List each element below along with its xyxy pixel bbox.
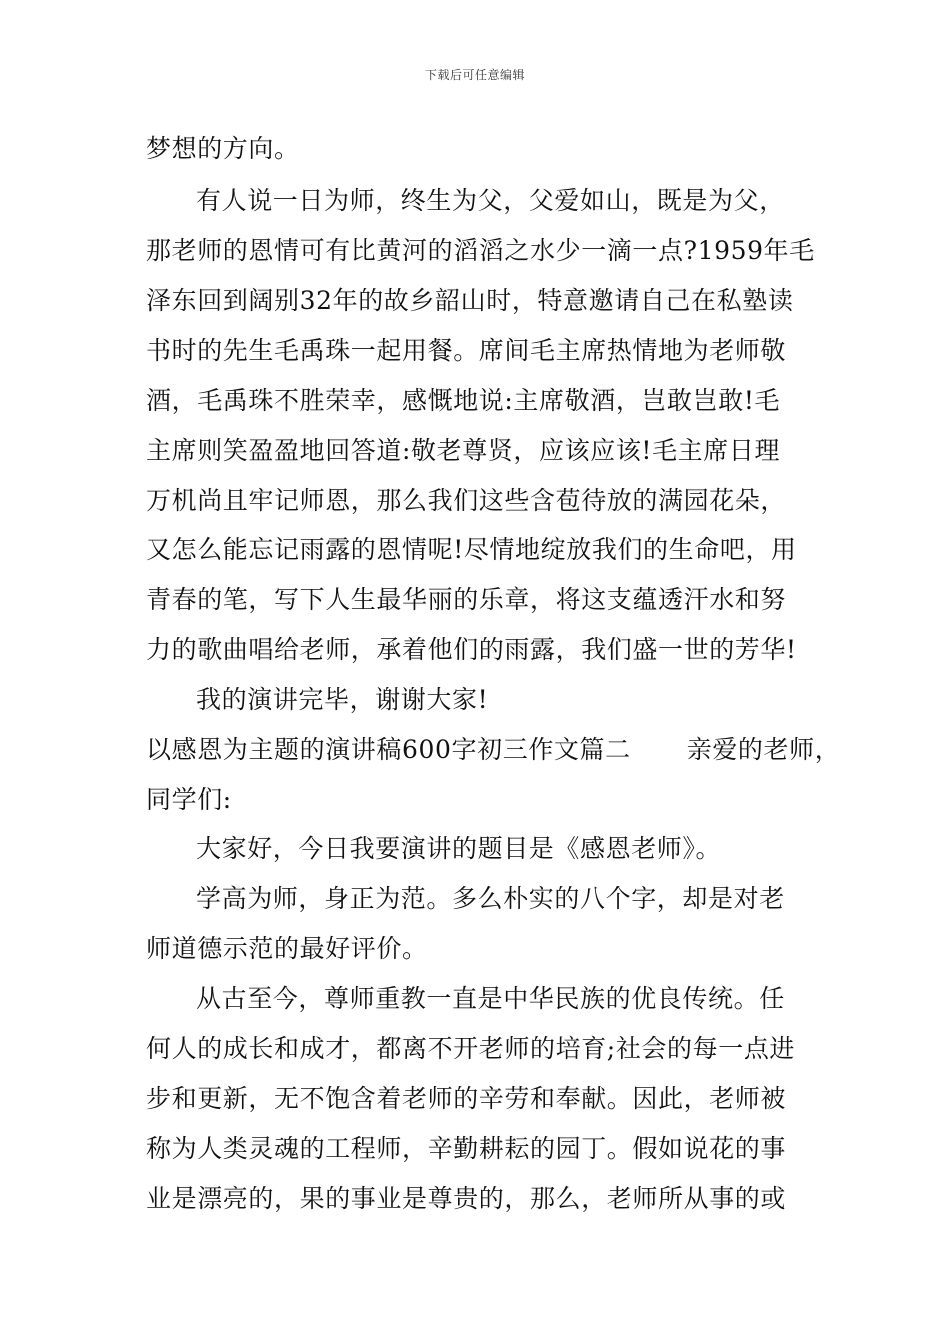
text-line: 何人的成长和成才，都离不开老师的培育;社会的每一点进 — [146, 1034, 796, 1063]
text-line: 那老师的恩情可有比黄河的滔滔之水少一滴一点?1959年毛 — [146, 236, 815, 265]
text-line: 泽东回到阔别32年的故乡韶山时，特意邀请自己在私塾读 — [146, 286, 794, 315]
section-title: 以感恩为主题的演讲稿600字初三作文篇二 — [146, 735, 631, 764]
text-line: 梦想的方向。 — [146, 134, 300, 163]
text-line: 酒，毛禹珠不胜荣幸，感慨地说:主席敬酒，岂敢岂敢!毛 — [146, 386, 781, 415]
section-title-line — [146, 735, 841, 765]
text-line: 青春的笔，写下人生最华丽的乐章，将这支蕴透汗水和努 — [146, 585, 787, 614]
text-line: 步和更新，无不饱含着老师的辛劳和奉献。因此，老师被 — [146, 1084, 787, 1113]
text-line: 书时的先生毛禹珠一起用餐。席间毛主席热情地为老师敬 — [146, 336, 787, 365]
paragraph-start: 学高为师，身正为范。多么朴实的八个字，却是对老 — [196, 884, 785, 913]
text-line: 师道德示范的最好评价。 — [146, 934, 428, 963]
text-line: 主席则笑盈盈地回答道:敬老尊贤，应该应该!毛主席日理 — [146, 436, 781, 465]
paragraph-start: 我的演讲完毕，谢谢大家! — [196, 685, 489, 714]
paragraph-start: 从古至今，尊师重教一直是中华民族的优良传统。任 — [196, 984, 785, 1013]
text-line: 力的歌曲唱给老师，承着他们的雨露，我们盛一世的芳华! — [146, 635, 797, 664]
paragraph-start: 有人说一日为师，终生为父，父爱如山，既是为父， — [196, 186, 785, 215]
text-line: 又怎么能忘记雨露的恩情呢!尽情地绽放我们的生命吧，用 — [146, 535, 797, 564]
text-line: 称为人类灵魂的工程师，辛勤耕耘的园丁。假如说花的事 — [146, 1134, 787, 1163]
greeting: 亲爱的老师， — [686, 735, 841, 764]
paragraph-start: 大家好，今日我要演讲的题目是《感恩老师》。 — [196, 834, 722, 863]
text-line: 万机尚且牢记师恩，那么我们这些含苞待放的满园花朵， — [146, 486, 787, 515]
text-line: 业是漂亮的，果的事业是尊贵的，那么，老师所从事的或 — [146, 1184, 787, 1213]
page-header: 下载后可任意编辑 — [424, 68, 525, 82]
greeting-continuation: 同学们: — [146, 785, 232, 814]
